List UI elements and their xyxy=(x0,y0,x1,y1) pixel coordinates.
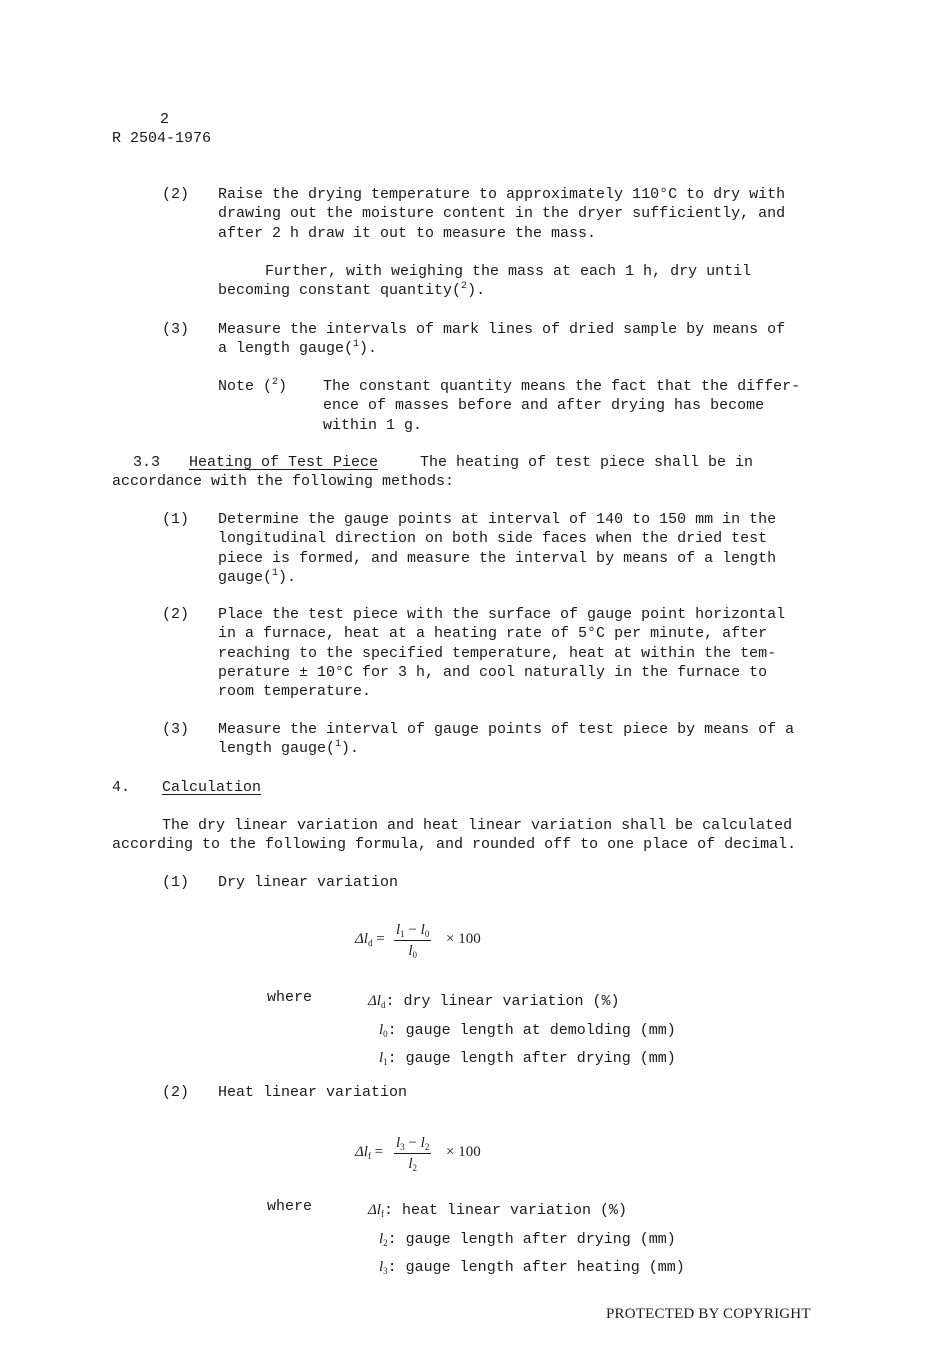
math-symbol: Δl xyxy=(355,1144,368,1160)
math-operator: − xyxy=(408,1135,417,1151)
note-reference: 1 xyxy=(335,739,342,751)
heat-step-3-text xyxy=(218,720,794,759)
math-symbol: Δl xyxy=(368,1202,381,1218)
fraction-bar xyxy=(394,1153,431,1154)
heat-formula-multiplier: × 100 xyxy=(446,1144,481,1160)
definition-item xyxy=(368,988,676,1017)
step-3-line: Measure the intervals of mark lines of dried sample by means of xyxy=(218,321,786,338)
fraction-denominator xyxy=(394,1157,431,1172)
step-2-paragraph xyxy=(218,262,751,301)
heat-step-2-number: (2) xyxy=(162,606,190,623)
section-3-3-text: accordance with the following methods: xyxy=(112,473,455,490)
math-symbol: l xyxy=(408,1156,413,1172)
page-number: 2 xyxy=(160,111,170,128)
inline-text: ). xyxy=(341,740,360,758)
math-subscript: d xyxy=(380,1000,386,1010)
section-4-intro: The dry linear variation and heat linear variation shall be calculated xyxy=(162,817,793,834)
math-subscript: 2 xyxy=(412,1163,417,1173)
calc-1-where: where xyxy=(267,989,313,1006)
step-2-line: Raise the drying temperature to approximately 110°C to dry with xyxy=(218,186,786,203)
note-2-label xyxy=(218,377,287,396)
heat-step-line: Place the test piece with the surface of gauge point horizontal xyxy=(218,606,786,623)
definition-text: : gauge length after drying (mm) xyxy=(387,1050,676,1068)
copyright-notice: PROTECTED BY COPYRIGHT xyxy=(606,1306,811,1322)
fraction-bar xyxy=(394,940,431,941)
calc-2-number: (2) xyxy=(162,1084,190,1101)
heat-step-3-number: (3) xyxy=(162,721,190,738)
fraction-denominator xyxy=(394,944,431,959)
definition-item xyxy=(368,1254,685,1283)
inline-text: gauge( xyxy=(218,568,273,586)
heat-step-line: perature ± 10°C for 3 h, and cool naturally in the furnace to xyxy=(218,663,768,681)
note-reference: 1 xyxy=(272,567,279,579)
heat-step-line: in a furnace, heat at a heating rate of 5°C per minute, after xyxy=(218,625,768,643)
note-reference: 2 xyxy=(461,281,468,293)
inline-text: ). xyxy=(467,282,486,300)
math-symbol: l xyxy=(420,1135,425,1151)
step-2-paragraph-line xyxy=(218,281,751,300)
document-id: R 2504-1976 xyxy=(112,130,212,147)
heat-step-line: Determine the gauge points at interval of 140 to 150 mm in the xyxy=(218,511,777,528)
heat-step-line: piece is formed, and measure the interval by means of a length xyxy=(218,549,777,567)
math-subscript: 1 xyxy=(383,1057,388,1068)
section-3-3-title: Heating of Test Piece xyxy=(189,454,379,471)
step-3-line xyxy=(218,339,785,358)
heat-step-line xyxy=(218,739,794,758)
math-operator: = xyxy=(376,931,385,947)
math-operator: = xyxy=(374,1144,384,1160)
math-subscript: 3 xyxy=(383,1266,388,1277)
math-subscript: f xyxy=(380,1209,384,1219)
definition-item xyxy=(368,1197,685,1226)
math-subscript: 0 xyxy=(424,929,430,939)
math-symbol: l xyxy=(408,943,413,959)
calc-1-number: (1) xyxy=(162,874,190,891)
step-3-text xyxy=(218,320,785,359)
section-4-number: 4. xyxy=(112,779,131,796)
math-subscript: 0 xyxy=(412,950,417,960)
calc-1-title: Dry linear variation xyxy=(218,874,399,891)
dry-formula-fraction xyxy=(394,923,431,959)
calc-2-definitions xyxy=(368,1197,685,1283)
math-subscript: 2 xyxy=(424,1142,430,1152)
note-reference: 2 xyxy=(272,377,279,388)
heat-step-line: longitudinal direction on both side faces when the dried test xyxy=(218,530,768,548)
inline-text: ). xyxy=(359,340,378,358)
heat-formula-fraction xyxy=(394,1136,431,1172)
definition-item xyxy=(368,1045,676,1074)
step-2-line: drawing out the moisture content in the dryer sufficiently, and xyxy=(218,205,786,223)
note-line: within 1 g. xyxy=(323,416,423,434)
math-subscript: 2 xyxy=(383,1237,388,1248)
dry-formula-lhs xyxy=(355,932,385,947)
note-line: The constant quantity means the fact that the differ- xyxy=(323,378,801,395)
heat-step-1-text xyxy=(218,510,776,587)
note-line: ence of masses before and after drying has become xyxy=(323,397,765,415)
inline-text: Note ( xyxy=(218,378,273,395)
definition-text: : heat linear variation (%) xyxy=(383,1202,628,1219)
math-symbol: l xyxy=(396,922,401,938)
math-symbol: l xyxy=(396,1135,401,1151)
math-symbol: l xyxy=(379,1050,384,1067)
math-symbol: l xyxy=(420,922,425,938)
heat-step-line: reaching to the specified temperature, heat at within the tem- xyxy=(218,644,777,662)
step-2-paragraph-line: Further, with weighing the mass at each 1 h, dry until xyxy=(265,263,752,280)
fraction-numerator xyxy=(394,923,431,938)
inline-text: becoming constant quantity( xyxy=(218,282,462,300)
section-3-3-text: The heating of test piece shall be in xyxy=(420,454,754,471)
definition-text: : gauge length at demolding (mm) xyxy=(387,1021,676,1039)
heat-formula-lhs xyxy=(355,1145,383,1160)
dry-formula-multiplier: × 100 xyxy=(446,931,481,947)
math-subscript: 0 xyxy=(383,1028,388,1039)
definition-item xyxy=(368,1017,676,1046)
section-4-title: Calculation xyxy=(162,779,262,796)
calc-1-definitions xyxy=(368,988,676,1074)
definition-item xyxy=(368,1226,685,1255)
definition-text: : gauge length after heating (mm) xyxy=(387,1259,685,1277)
step-2-number: (2) xyxy=(162,186,190,203)
inline-text: ) xyxy=(278,378,288,395)
section-4-intro: according to the following formula, and rounded off to one place of decimal. xyxy=(112,836,797,853)
inline-text: length gauge( xyxy=(218,740,336,758)
definition-text: : dry linear variation (%) xyxy=(385,993,620,1010)
heat-step-line xyxy=(218,568,776,587)
inline-text: a length gauge( xyxy=(218,340,354,358)
calc-2-title: Heat linear variation xyxy=(218,1084,408,1101)
math-subscript: d xyxy=(367,938,373,948)
math-symbol: l xyxy=(379,1021,384,1038)
heat-step-line: Measure the interval of gauge points of test piece by means of a xyxy=(218,721,795,738)
math-symbol: l xyxy=(379,1230,384,1247)
definition-text: : gauge length after drying (mm) xyxy=(387,1230,676,1248)
math-symbol: l xyxy=(379,1259,384,1276)
math-symbol: Δl xyxy=(368,993,381,1009)
note-2-text xyxy=(323,377,800,435)
math-operator: − xyxy=(408,922,417,938)
heat-step-1-number: (1) xyxy=(162,511,190,528)
section-3-3-number: 3.3 xyxy=(133,454,161,471)
math-subscript: 3 xyxy=(400,1142,405,1152)
heat-step-2-text xyxy=(218,605,785,701)
math-subscript: f xyxy=(367,1151,371,1161)
inline-text: ). xyxy=(278,568,297,586)
fraction-numerator xyxy=(394,1136,431,1151)
math-symbol: Δl xyxy=(355,931,368,947)
math-subscript: 1 xyxy=(400,929,405,939)
note-reference: 1 xyxy=(353,339,360,351)
step-2-line: after 2 h draw it out to measure the mass. xyxy=(218,224,597,242)
heat-step-line: room temperature. xyxy=(218,683,372,701)
calc-2-where: where xyxy=(267,1198,313,1215)
step-3-number: (3) xyxy=(162,321,190,338)
step-2-text xyxy=(218,185,785,243)
